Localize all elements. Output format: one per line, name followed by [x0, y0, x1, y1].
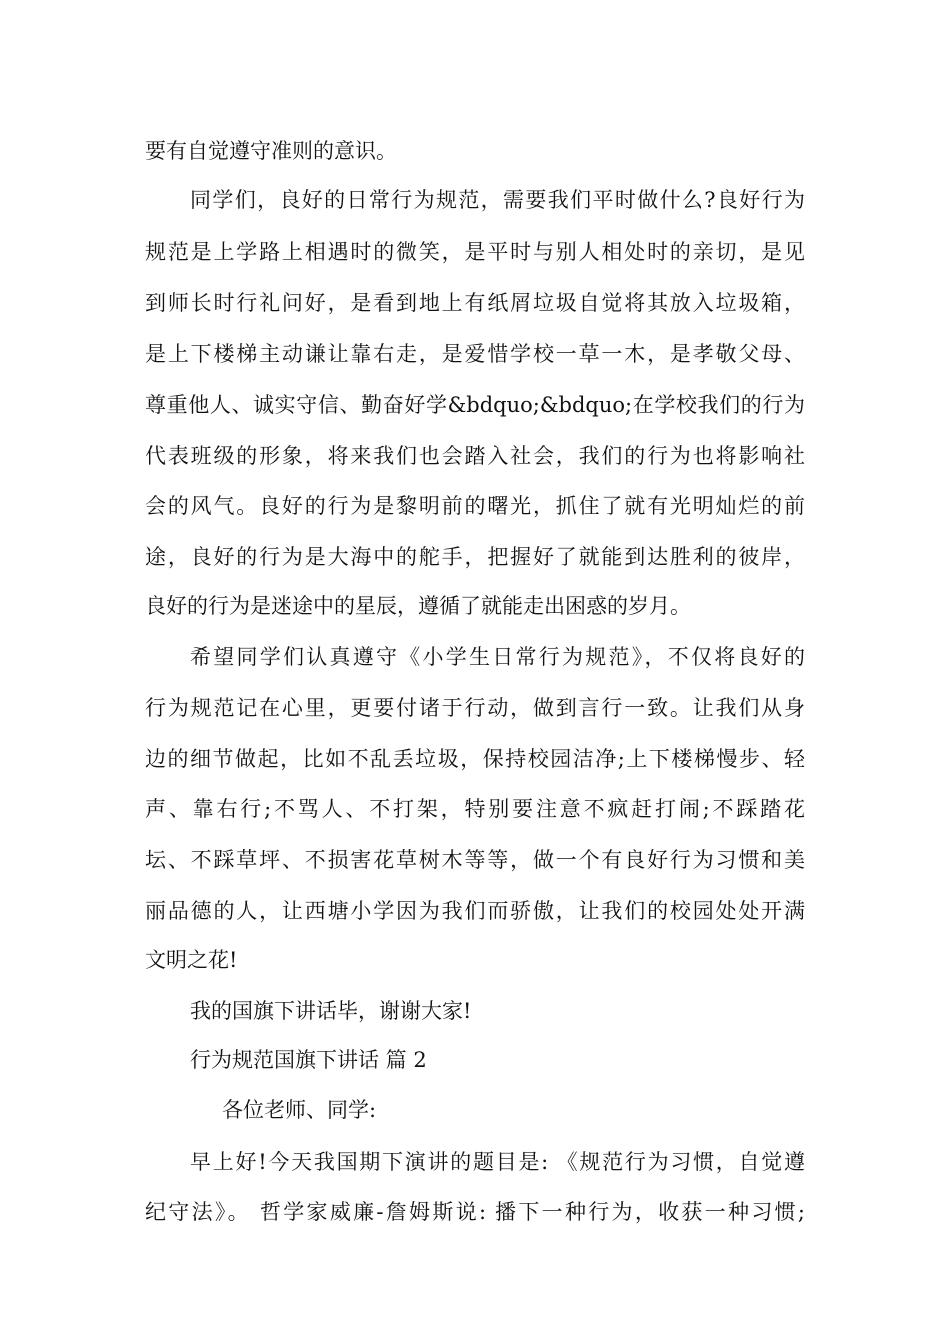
paragraph-line: 尊重他人、诚实守信、勤奋好学&bdquo;&bdquo;在学校我们的行为 [145, 393, 805, 417]
paragraph-line: 希望同学们认真遵守《小学生日常行为规范》，不仅将良好的 [190, 645, 805, 669]
paragraph-line: 边的细节做起，比如不乱丢垃圾，保持校园洁净;上下楼梯慢步、轻 [145, 747, 805, 771]
paragraph-line: 途，良好的行为是大海中的舵手，把握好了就能到达胜利的彼岸， [145, 545, 805, 569]
paragraph-line: 规范是上学路上相遇时的微笑，是平时与别人相处时的亲切，是见 [145, 240, 805, 264]
paragraph-line: 到师长时行礼问好，是看到地上有纸屑垃圾自觉将其放入垃圾箱， [145, 291, 805, 315]
paragraph-line: 声、靠右行;不骂人、不打架，特别要注意不疯赶打闹;不踩踏花 [145, 797, 805, 821]
paragraph-line: 同学们，良好的日常行为规范，需要我们平时做什么?良好行为 [190, 188, 805, 212]
paragraph-line: 坛、不踩草坪、不损害花草树木等等，做一个有良好行为习惯和美 [145, 848, 805, 872]
paragraph-line: 文明之花! [145, 948, 238, 972]
closing-line: 我的国旗下讲话毕，谢谢大家! [190, 999, 472, 1023]
paragraph-line: 要有自觉遵守准则的意识。 [145, 139, 397, 163]
paragraph-line: 代表班级的形象，将来我们也会踏入社会，我们的行为也将影响社 [145, 444, 805, 468]
paragraph-line: 会的风气。良好的行为是黎明前的曙光，抓住了就有光明灿烂的前 [145, 494, 805, 518]
section-heading: 行为规范国旗下讲话 篇 2 [190, 1048, 427, 1072]
salutation-line: 各位老师、同学: [222, 1098, 377, 1122]
paragraph-line: 是上下楼梯主动谦让靠右走，是爱惜学校一草一木，是孝敬父母、 [145, 342, 805, 366]
paragraph-line: 良好的行为是迷途中的星辰，遵循了就能走出困惑的岁月。 [145, 594, 691, 618]
paragraph-line: 纪守法》。 哲学家威廉-詹姆斯说: 播下一种行为，收获一种习惯; [145, 1200, 805, 1224]
paragraph-line: 行为规范记在心里，更要付诸于行动，做到言行一致。让我们从身 [145, 696, 805, 720]
paragraph-line: 早上好!今天我国期下演讲的题目是: 《规范行为习惯，自觉遵 [190, 1150, 805, 1174]
paragraph-line: 丽品德的人，让西塘小学因为我们而骄傲，让我们的校园处处开满 [145, 899, 805, 923]
